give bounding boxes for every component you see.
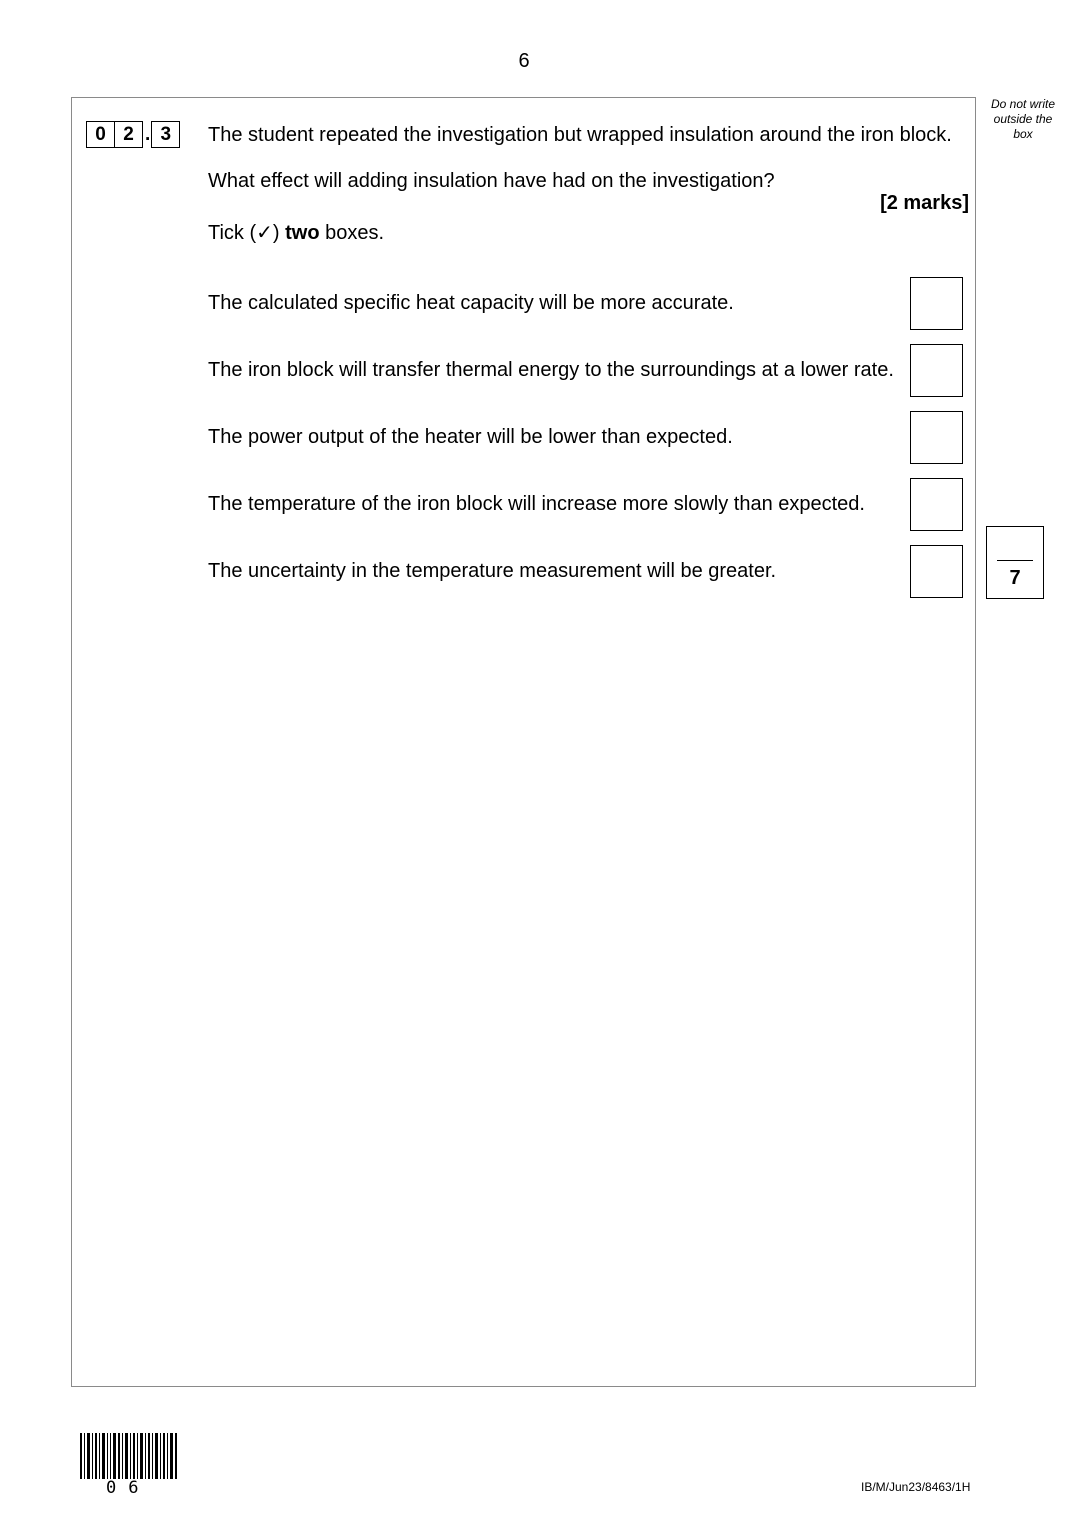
barcode-icon bbox=[80, 1433, 178, 1479]
tick-box-1[interactable] bbox=[910, 277, 963, 330]
barcode-digits: 06 bbox=[106, 1478, 151, 1498]
question-separator: . bbox=[145, 124, 151, 145]
option-text-5: The uncertainty in the temperature measurement will be greater. bbox=[208, 560, 777, 582]
question-prompt: What effect will adding insulation have had on the investigation? bbox=[208, 170, 775, 192]
tick-box-2[interactable] bbox=[910, 344, 963, 397]
option-text-2: The iron block will transfer thermal energy to the surroundings at a lower rate. bbox=[208, 359, 894, 381]
tick-box-4[interactable] bbox=[910, 478, 963, 531]
tick-box-3[interactable] bbox=[910, 411, 963, 464]
instruction bbox=[208, 220, 384, 245]
page-number: 6 bbox=[518, 50, 530, 72]
question-digit-1: 0 bbox=[86, 121, 115, 148]
question-digit-2: 2 bbox=[115, 121, 143, 148]
option-text-1: The calculated specific heat capacity will be more accurate. bbox=[208, 292, 734, 314]
option-text-3: The power output of the heater will be lower than expected. bbox=[208, 426, 733, 448]
instruction-prefix: Tick (✓) bbox=[208, 222, 286, 244]
marks-label: [2 marks] bbox=[880, 192, 969, 214]
score-line bbox=[997, 560, 1033, 561]
footer-code: IB/M/Jun23/8463/1H bbox=[861, 1480, 971, 1494]
question-part: 3 bbox=[151, 121, 180, 148]
score-box bbox=[986, 526, 1044, 599]
question-number bbox=[86, 121, 180, 148]
tick-box-5[interactable] bbox=[910, 545, 963, 598]
answer-frame bbox=[71, 97, 976, 1387]
instruction-suffix: boxes. bbox=[319, 222, 385, 244]
margin-note: Do not write outside the box bbox=[990, 97, 1056, 141]
instruction-emphasis: two bbox=[285, 222, 320, 244]
score-total: 7 bbox=[1009, 567, 1021, 589]
option-text-4: The temperature of the iron block will increase more slowly than expected. bbox=[208, 493, 865, 515]
question-stem: The student repeated the investigation but wrapped insulation around the iron block. bbox=[208, 124, 952, 146]
